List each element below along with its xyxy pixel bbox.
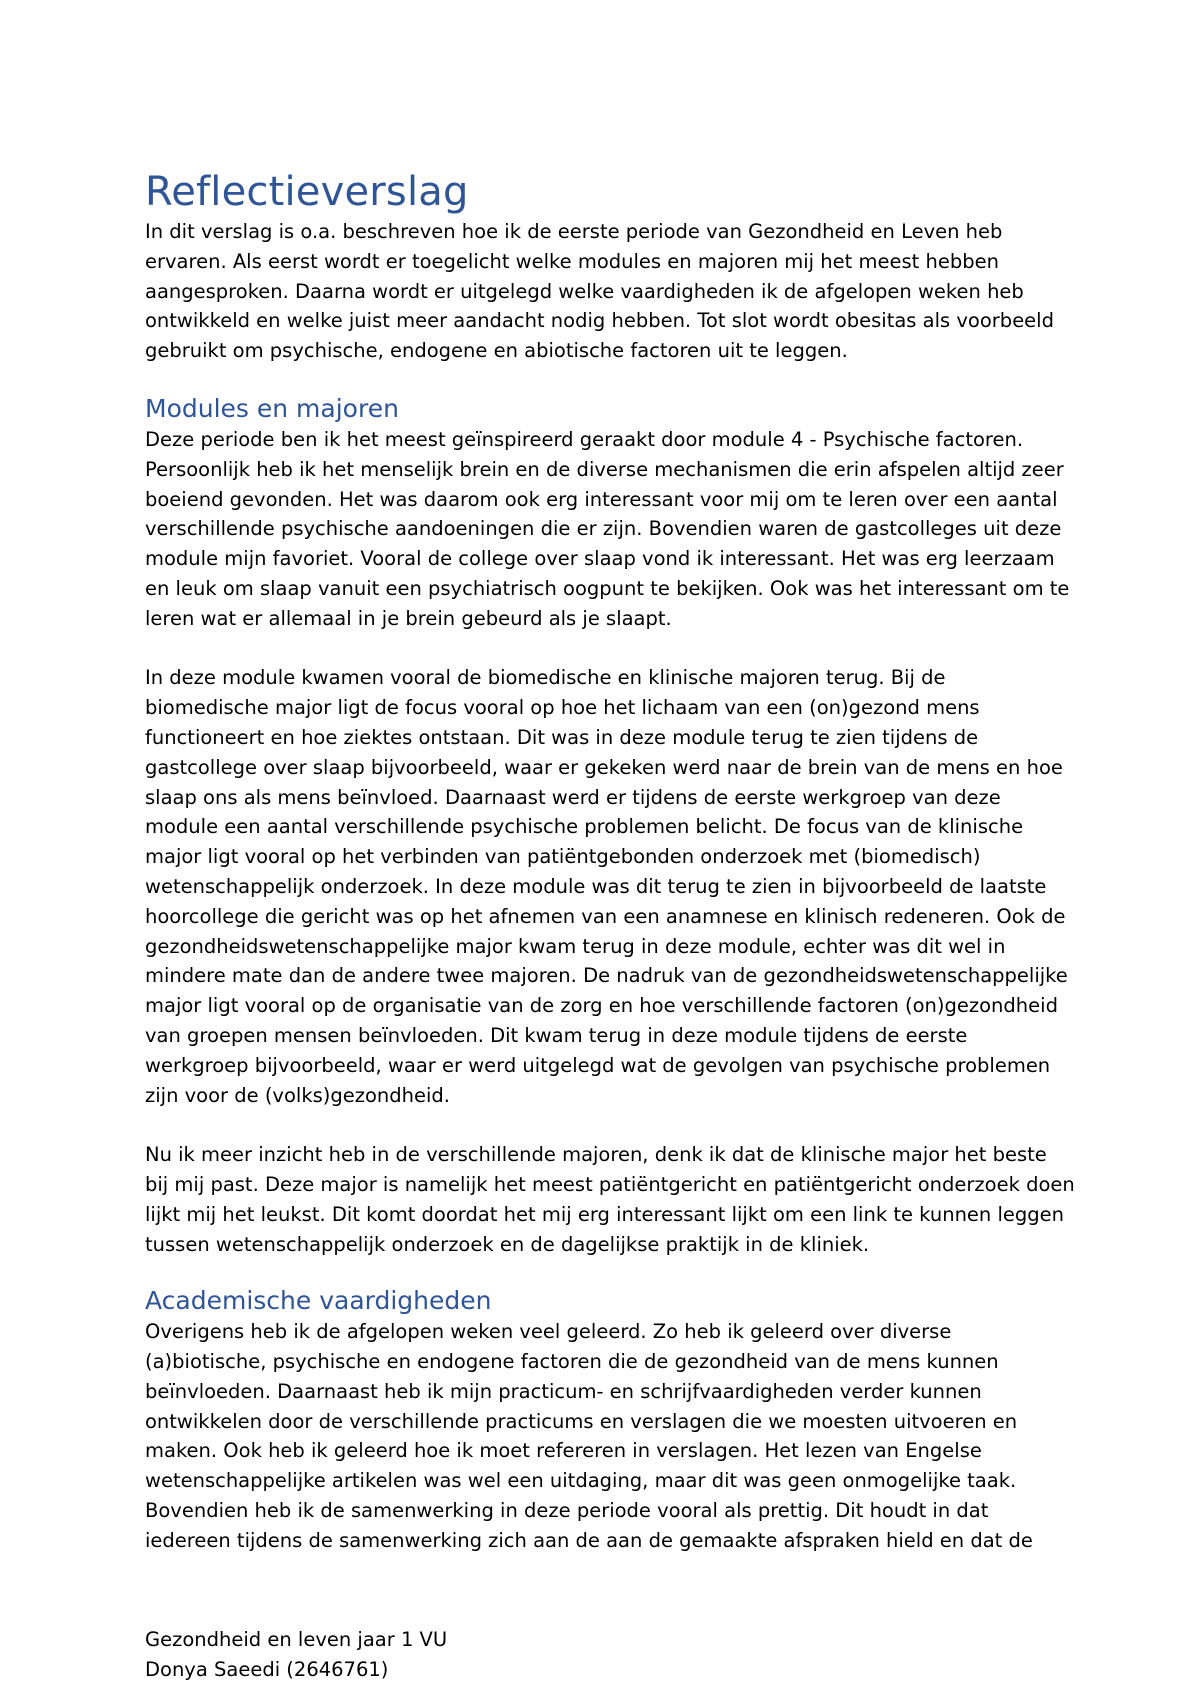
document-page [145, 168, 1075, 1556]
body-paragraph: Deze periode ben ik het meest geïnspireerd geraakt door module 4 - Psychische factoren. Persoonlijk heb ik het menselijk brein en de diverse mechanismen die erin afspelen altijd zeer boeiend gevonden. Het was daarom ook erg interessant voor mij om te leren over een aantal verschillende psychische aandoeningen die er zijn. Bovendien waren de gastcolleges uit deze module mijn favoriet. Vooral de college over slaap vond ik interessant. Het was erg leerzaam en leuk om slaap vanuit een psychiatrisch oogpunt te bekijken. Ook was het interessant om te leren wat er allemaal in je brein gebeurd als je slaapt. [145, 427, 1070, 630]
body-paragraph: In deze module kwamen vooral de biomedische en klinische majoren terug. Bij de biomedische major ligt de focus vooral op hoe het lichaam van een (on)gezond mens functioneert en hoe ziektes ontstaan. Dit was in deze module terug te zien tijdens de gastcollege over slaap bijvoorbeeld, waar er gekeken werd naar de brein van de mens en hoe slaap ons als mens beïnvloed. Daarnaast werd er tijdens de eerste werkgroep van deze module een aantal verschillende psychische problemen belicht. De focus van de klinische major ligt vooral op het verbinden van patiëntgebonden onderzoek met (biomedisch) wetenschappelijk onderzoek. In deze module was dit terug te zien in bijvoorbeeld de laatste hoorcollege die gericht was op het afnemen van een anamnese en klinisch redeneren. Ook de gezondheidswetenschappelijke major kwam terug in deze module, echter was dit wel in mindere mate dan de andere twee majoren. De nadruk van de gezondheidswetenschappelijke major ligt vooral op de organisatie van de zorg en hoe verschillende factoren (on)gezondheid van groepen mensen beïnvloeden. Dit kwam terug in deze module tijdens de eerste werkgroep bijvoorbeeld, waar er werd uitgelegd wat de gevolgen van psychische problemen zijn voor de (volks)gezondheid. [145, 666, 1068, 1107]
footer-course-line: Gezondheid en leven jaar 1 VU [145, 1628, 448, 1651]
paragraph-spacer [145, 634, 1075, 664]
section-heading-modules-en-majoren: Modules en majoren [145, 393, 399, 423]
section-heading-academische-vaardigheden: Academische vaardigheden [145, 1286, 492, 1316]
page-title: Reflectieverslag [145, 169, 469, 215]
body-paragraph: Overigens heb ik de afgelopen weken veel geleerd. Zo heb ik geleerd over diverse (a)biotische, psychische en endogene factoren die de gezondheid van de mens kunnen beïnvloeden. Daarnaast heb ik mijn practicum- en schrijfvaardigheden verder kunnen ontwikkelen door de verschillende practicums en verslagen die we moesten uitvoeren en maken. Ook heb ik geleerd hoe ik moet refereren in verslagen. Het lezen van Engelse wetenschappelijke artikelen was wel een uitdaging, maar dit was geen onmogelijke taak. Bovendien heb ik de samenwerking in deze periode vooral als prettig. Dit houdt in dat iedereen tijdens de samenwerking zich aan de aan de gemaakte afspraken hield en dat de [145, 1320, 1033, 1552]
body-paragraph: Nu ik meer inzicht heb in de verschillende majoren, denk ik dat de klinische major het beste bij mij past. Deze major is namelijk het meest patiëntgericht en patiëntgericht onderzoek doen lijkt mij het leukst. Dit komt doordat het mij erg interessant lijkt om een link te kunnen leggen tussen wetenschappelijk onderzoek en de dagelijkse praktijk in de kliniek. [145, 1143, 1075, 1256]
intro-paragraph: In dit verslag is o.a. beschreven hoe ik de eerste periode van Gezondheid en Leven heb ervaren. Als eerst wordt er toegelicht welke modules en majoren mij het meest hebben aangesproken. Daarna wordt er uitgelegd welke vaardigheden ik de afgelopen weken heb ontwikkeld en welke juist meer aandacht nodig hebben. Tot slot wordt obesitas als voorbeeld gebruikt om psychische, endogene en abiotische factoren uit te leggen. [145, 220, 1054, 363]
footer-author-line: Donya Saeedi (2646761) [145, 1657, 389, 1681]
page-footer [145, 1625, 447, 1685]
paragraph-spacer [145, 1110, 1075, 1140]
